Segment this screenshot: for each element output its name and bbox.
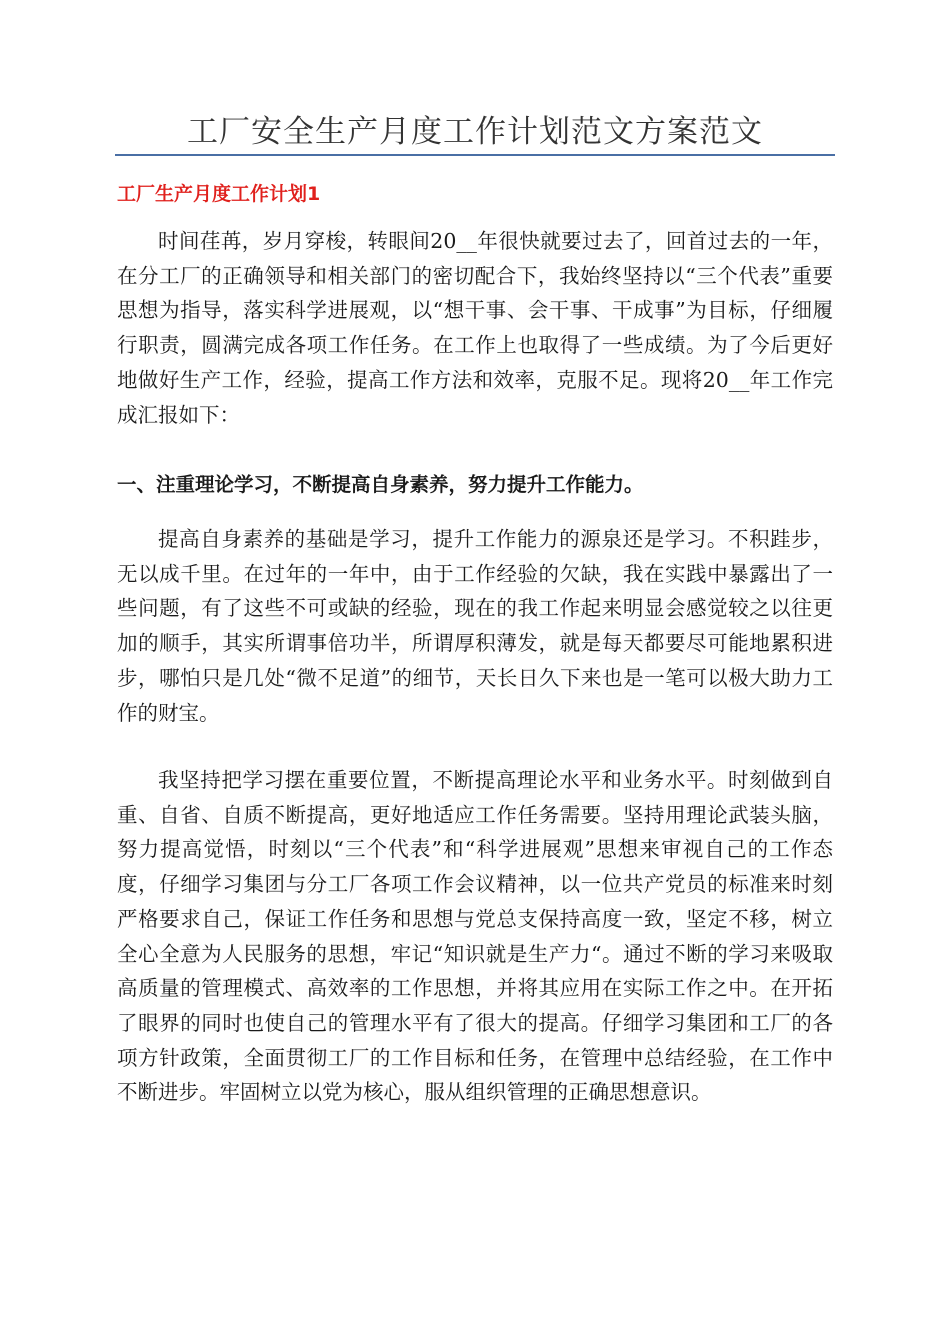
paragraph-self-improvement: 提高自身素养的基础是学习，提升工作能力的源泉还是学习。不积跬步，无以成千里。在过年的一年中，由于工作经验的欠缺，我在实践中暴露出了一些问题，有了这些不可或缺的经验，现在的我工作起来明显会感觉较之以往更加的顺手，其实所谓事倍功半，所谓厚积薄发，就是每天都要尽可能地累积进步，哪怕只是几处“微不足道”的细节，天长日久下来也是一笔可以极大助力工作的财宝。 bbox=[117, 527, 833, 725]
title-underline bbox=[115, 154, 835, 156]
document-title: 工厂安全生产月度工作计划范文方案范文 bbox=[187, 114, 763, 150]
paragraph-intro: 时间荏苒，岁月穿梭，转眼间20__年很快就要过去了，回首过去的一年，在分工厂的正确领导和相关部门的密切配合下，我始终坚持以“三个代表”重要思想为指导，落实科学进展观，以“想干事、会干事、干成事”为目标，仔细履行职责，圆满完成各项工作任务。在工作上也取得了一些成绩。为了今后更好地做好生产工作，经验，提高工作方法和效率，克服不足。现将20__年工作完成汇报如下： bbox=[117, 229, 833, 427]
subheading-theory-study: 一、注重理论学习，不断提高自身素养，努力提升工作能力。 bbox=[117, 473, 644, 496]
section-heading: 工厂生产月度工作计划1 bbox=[117, 183, 321, 205]
paragraph-study-priority: 我坚持把学习摆在重要位置，不断提高理论水平和业务水平。时刻做到自重、自省、自质不断提高，更好地适应工作任务需要。坚持用理论武装头脑，努力提高觉悟，时刻以“三个代表”和“科学进展观”思想来审视自己的工作态度，仔细学习集团与分工厂各项工作会议精神，以一位共产党员的标准来时刻严格要求自己，保证工作任务和思想与党总支保持高度一致，坚定不移，树立全心全意为人民服务的思想，牢记“知识就是生产力“。通过不断的学习来吸取高质量的管理模式、高效率的工作思想，并将其应用在实际工作之中。在开拓了眼界的同时也使自己的管理水平有了很大的提高。仔细学习集团和工厂的各项方针政策，全面贯彻工厂的工作目标和任务，在管理中总结经验，在工作中不断进步。牢固树立以党为核心，服从组织管理的正确思想意识。 bbox=[117, 768, 833, 1105]
